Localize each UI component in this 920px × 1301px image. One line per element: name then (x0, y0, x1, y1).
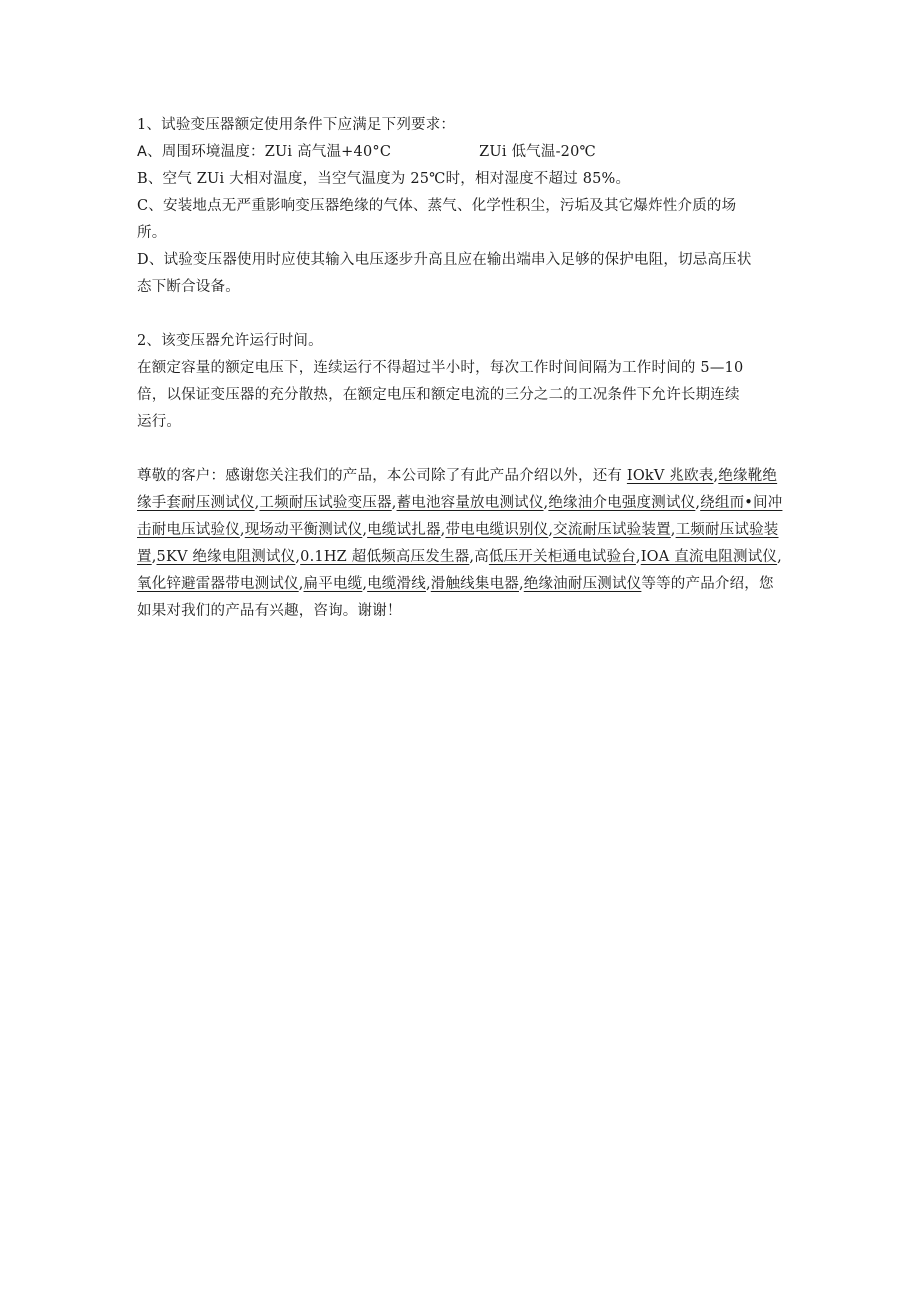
item-d-line2: 态下断合设备。 (137, 279, 240, 295)
section2-line2: 倍，以保证变压器的充分散热，在额定电压和额定电流的三分之二的工况条件下允许长期连续 (137, 387, 740, 403)
closing-outro: 等等的产品介绍，您如果对我们的产品有兴趣，咨询。谢谢！ (137, 576, 774, 619)
product-link[interactable]: 蓄电池容量放电测试仪 (396, 495, 544, 511)
product-link[interactable]: IOA 直流电阻测试仪 (640, 549, 778, 565)
product-link[interactable]: 绕组而•间冲击耐电压试验仪 (137, 495, 783, 538)
item-a-low: ZUi 低气温-20℃ (479, 144, 596, 160)
product-link[interactable]: 0.1HZ 超低频高压发生器 (300, 549, 470, 565)
item-c-line1: C、安装地点无严重影响变压器绝缘的气体、蒸气、化学性积尘，污垢及其它爆炸性介质的场 (137, 198, 737, 214)
product-link[interactable]: 交流耐压试验装置 (553, 522, 671, 538)
product-link[interactable]: 滑触线集电器 (430, 576, 519, 592)
product-link[interactable]: 工频耐压试验装置 (137, 522, 779, 565)
item-a-text: 、周围环境温度：ZUi 高气温+40°C (147, 144, 392, 160)
product-link[interactable]: 工频耐压试验变压器 (259, 495, 392, 511)
product-link[interactable]: 低压开关柜通电试验台 (488, 549, 636, 565)
product-link[interactable]: 5KV 绝缘电阻测试仪 (156, 549, 296, 565)
section1-heading: 1、试验变压器额定使用条件下应满足下列要求： (137, 117, 456, 133)
product-link[interactable]: 扁平电缆 (303, 576, 363, 592)
item-a-label: A (137, 144, 148, 160)
product-link[interactable]: 绝缘油耐压测试仪 (523, 576, 642, 592)
closing-intro: 尊敬的客户：感谢您关注我们的产品，本公司除了有此产品介绍以外，还有 (137, 468, 627, 484)
product-link[interactable]: 绝缘靴绝缘手套耐压测试仪 (137, 468, 778, 511)
section2-line1: 在额定容量的额定电压下，连续运行不得超过半小时，每次工作时间间隔为工作时间的 5—10 (137, 360, 744, 376)
item-b: B、空气 ZUi 大相对温度，当空气温度为 25℃时，相对湿度不超过 85%。 (137, 171, 631, 187)
product-link[interactable]: IOkV 兆欧表 (626, 468, 714, 484)
section2-line3: 运行。 (137, 414, 182, 430)
product-link[interactable]: 绝缘油介电强度测试仪 (548, 495, 696, 511)
product-link[interactable]: 电缆试扎器 (367, 522, 441, 538)
closing-paragraph: 尊敬的客户：感谢您关注我们的产品，本公司除了有此产品介绍以外，还有 IOkV 兆欧表,绝缘靴绝缘手套耐压测试仪,工频耐压试验变压器,蓄电池容量放电测试仪,绝缘油介电强度测试仪,绕组而•间冲击耐电压试验仪,现场动平衡测试仪,电缆试扎器,带电电缆识别仪,交流耐压试验装置,工频耐压试验装置,5KV 绝缘电阻测试仪,0.1HZ 超低频高压发生器,高低压开关柜通电试验台,IOA 直流电阻测试仪,氧化锌避雷器带电测试仪,扁平电缆,电缆滑线,滑触线集电器,绝缘油耐压测试仪等等的产品介绍，您如果对我们的产品有兴趣，咨询。谢谢！ (137, 468, 783, 619)
section2-heading: 2、该变压器允许运行时间。 (137, 333, 323, 349)
item-a (137, 139, 785, 166)
item-d-line1: D、试验变压器使用时应使其输入电压逐步升高且应在输出端串入足够的保护电阻，切忌高压状 (137, 252, 752, 268)
product-link[interactable]: 氧化锌避雷器带电测试仪 (137, 576, 299, 592)
document-body (137, 112, 785, 625)
item-c-line2: 所。 (137, 225, 167, 241)
product-link[interactable]: 现场动平衡测试仪 (244, 522, 363, 538)
product-link[interactable]: 电缆滑线 (367, 576, 426, 592)
product-link[interactable]: 带电电缆识别仪 (445, 522, 549, 538)
